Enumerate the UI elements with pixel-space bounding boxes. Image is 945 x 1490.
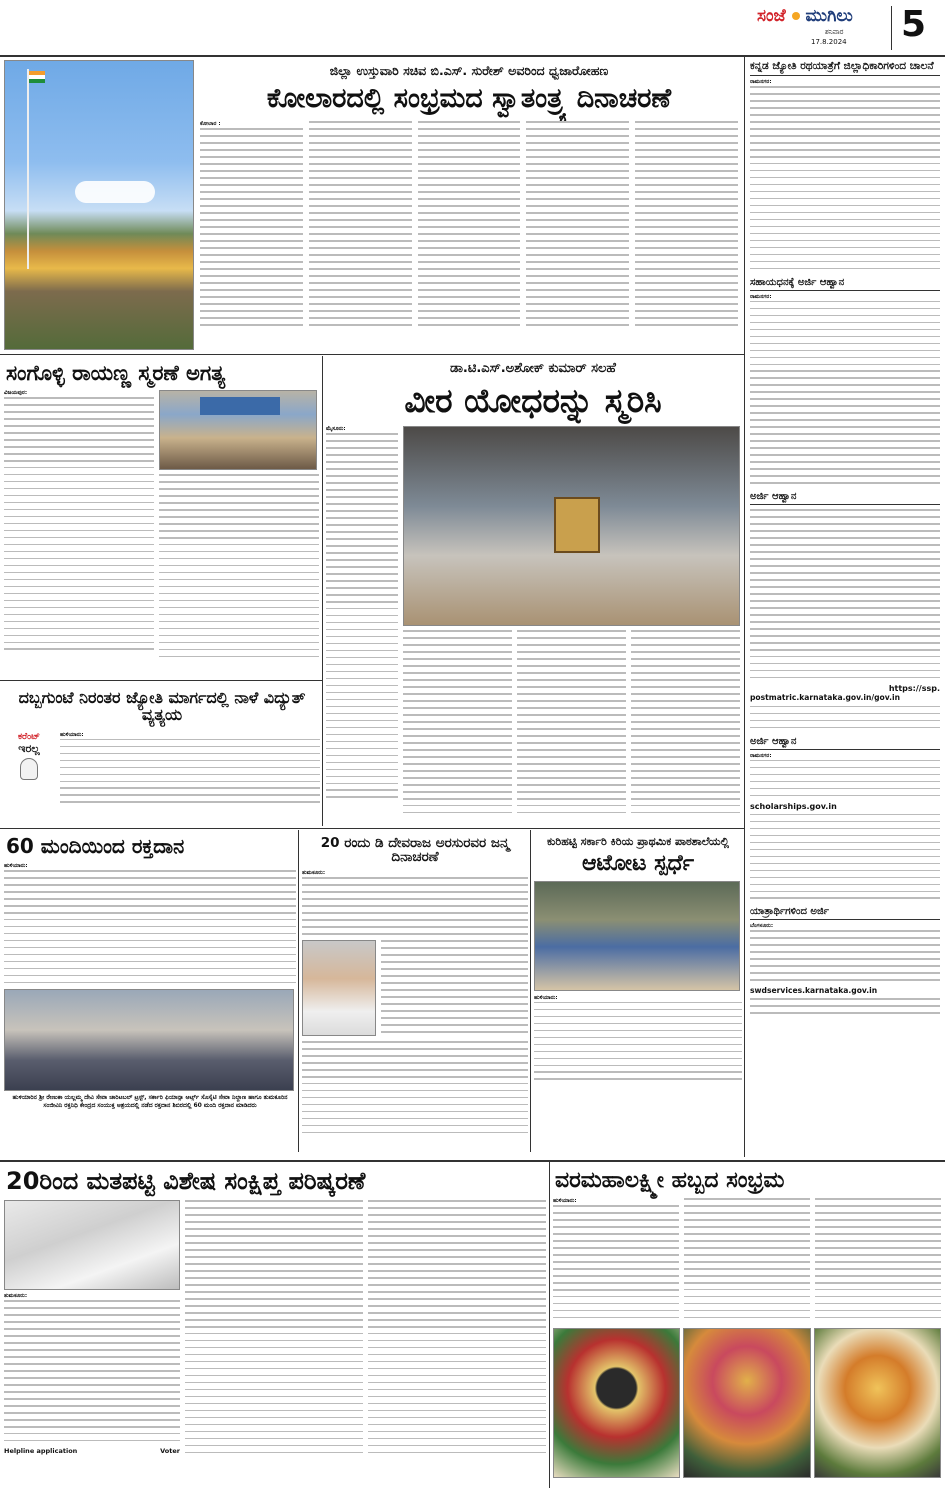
masthead-day: ಶನಿವಾರ — [825, 28, 844, 36]
varamahalakshmi-headline: ವರಮಹಾಲಕ್ಷ್ಮೀ ಹಬ್ಬದ ಸಂಭ್ರಮ — [555, 1168, 785, 1193]
revision-dateline: ತುಮಕೂರು: — [4, 1293, 28, 1300]
blood-headline: 60 ಮಂದಿಯಿಂದ ರಕ್ತದಾನ — [6, 834, 185, 858]
top-story-col5 — [635, 121, 738, 325]
veera-headline: ವೀರ ಯೋಧರನ್ನು ಸ್ಮರಿಸಿ — [404, 380, 662, 420]
revision-col2 — [185, 1200, 363, 1458]
rule-3 — [0, 828, 744, 829]
masthead-rule — [0, 55, 945, 57]
rule-v-mid — [322, 356, 323, 826]
blood-body — [4, 870, 296, 983]
veera-dateline: ಮೈಸೂರು: — [326, 426, 346, 433]
sidebar-story1-dateline: ರಾಮನಗರ: — [750, 79, 772, 86]
goddess-photo-3 — [814, 1328, 941, 1478]
revision-story — [4, 1165, 546, 1487]
sidebar-story5-tail — [750, 998, 940, 1014]
logo-sanje: ಸಂಜೆ — [757, 6, 786, 26]
devaraja-headline: 20 ರಂದು ಡಿ ದೇವರಾಜ ಅರಸುರವರ ಜನ್ಮ ದಿನಾಚರಣೆ — [320, 835, 510, 866]
bulb-icon — [20, 758, 38, 780]
revision-col1 — [4, 1300, 180, 1441]
sangolli-dateline: ವಿಜಯಪುರ: — [4, 390, 28, 397]
flag — [29, 71, 45, 83]
sidebar-story4-dateline: ರಾಮನಗರ: — [750, 752, 772, 759]
varamahalakshmi-col2 — [684, 1198, 810, 1324]
blood-dateline: ಹುಳಿಯಾರು: — [4, 863, 28, 869]
sidebar-url-ssp[interactable]: postmatric.karnataka.gov.in/gov.in — [750, 692, 900, 702]
veera-col4 — [631, 630, 740, 819]
veera-story — [326, 358, 740, 826]
sports-story — [534, 832, 742, 1152]
flag-pole — [27, 69, 29, 269]
devaraja-dateline: ತುಮಕೂರು: — [302, 870, 326, 877]
goddess-photo-1 — [553, 1328, 680, 1478]
veera-kicker: ಡಾ.ಟಿ.ಎಸ್.ಅಶೋಕ್ ಕುಮಾರ್ ಸಲಹೆ — [450, 361, 616, 376]
sidebar-story3-headline: ಅರ್ಜಿ ಆಹ್ವಾನ — [750, 489, 940, 505]
sidebar-story2-dateline: ರಾಮನಗರ: — [750, 293, 772, 300]
devaraja-body-top — [302, 877, 528, 934]
sidebar — [750, 60, 940, 1155]
rule-v-c1 — [549, 1162, 550, 1488]
portrait-frame — [554, 497, 600, 553]
veera-photo — [403, 426, 740, 626]
sports-headline: ಆಟೋಟ ಸ್ಪರ್ಧೆ — [581, 850, 695, 876]
devaraja-body-bottom — [302, 1041, 528, 1133]
blood-photo — [4, 989, 294, 1091]
rule-2 — [0, 680, 322, 681]
sidebar-story2-headline: ಸಹಾಯಧನಕ್ಕೆ ಅರ್ಜಿ ಆಹ್ವಾನ — [750, 275, 940, 291]
sidebar-story4-headline: ಅರ್ಜಿ ಆಹ್ವಾನ — [750, 734, 940, 750]
masthead — [745, 4, 941, 54]
revision-headline: 20ರಿಂದ ಮತಪಟ್ಟಿ ವಿಶೇಷ ಸಂಕ್ಷಿಪ್ತ ಪರಿಷ್ಕರಣೆ — [6, 1167, 366, 1195]
sidebar-story2-body — [750, 301, 940, 484]
revision-footer: Helpline application — [4, 1446, 78, 1455]
top-story-headline: ಕೋಲಾರದಲ್ಲಿ ಸಂಭ್ರಮದ ಸ್ವಾತಂತ್ರ್ಯ ದಿನಾಚರಣೆ — [266, 83, 672, 115]
veera-col3 — [517, 630, 626, 819]
sports-dateline: ಹುಳಿಯಾರು: — [534, 994, 558, 1001]
rule-v-b1 — [298, 830, 299, 1152]
masthead-date: 17.8.2024 — [811, 38, 847, 46]
sports-kicker: ಕುರಿಹಟ್ಟಿ ಸರ್ಕಾರಿ ಕಿರಿಯ ಪ್ರಾಥಮಿಕ ಪಾಠಶಾಲೆಯಲ್ಲಿ — [546, 835, 730, 848]
power-body — [60, 739, 320, 803]
revision-voter: Voter — [160, 1446, 180, 1455]
rule-1 — [0, 354, 744, 355]
sidebar-url-scholarships[interactable]: scholarships.gov.in — [750, 801, 837, 811]
blood-story — [4, 832, 296, 1152]
devaraja-body-side — [381, 940, 528, 1038]
devaraja-portrait — [302, 940, 376, 1036]
sangolli-col1 — [4, 397, 154, 650]
power-badge-bottom: ಇರಲ್ಲ — [18, 741, 40, 755]
varamahalakshmi-col1 — [553, 1205, 679, 1318]
top-story-kicker: ಜಿಲ್ಲಾ ಉಸ್ತುವಾರಿ ಸಚಿವ ಬಿ.ಎಸ್. ಸುರೇಶ್ ಅವರಿಂದ ಧ್ವಜಾರೋಹಣ — [329, 63, 609, 78]
rule-v-b2 — [530, 830, 531, 1152]
sidebar-story1-headline: ಕನ್ನಡ ಜ್ಯೋತಿ ರಥಯಾತ್ರೆಗೆ ಜಿಲ್ಲಾಧಿಕಾರಿಗಳಿಂದ ಚಾಲನೆ — [750, 60, 940, 76]
sidebar-story1-body — [750, 86, 940, 269]
goddess-photo-2 — [683, 1328, 810, 1478]
sports-body — [534, 1002, 742, 1080]
sidebar-story3-tail — [750, 706, 940, 729]
power-story — [4, 684, 320, 826]
sidebar-story5-dateline: ಬೆಂಗಳೂರು: — [750, 923, 774, 930]
blood-caption: ಹುಳಿಯಾರಿನ ಶ್ರೀ ರೇಣುಕಾ ಯಲ್ಲಮ್ಮ ದೇವಿ ಸೇವಾ ಚಾರಿಟಬಲ್ ಟ್ರಸ್ಟ್, ಸರ್ಕಾರಿ ಫಿಯಾನ್ಸಾ ಆರ್ಟ್ಸ್ ಸೊಸೈಟಿ ಸೇವಾ ನಿಲ್ದಾಣ ಹಾಗೂ ತುಮಕೂರಿನ ಸಂಜೀವಿನಿ ರಕ್ತನಿಧಿ ಕೇಂದ್ರದ ಸಂಯುಕ್ತ ಆಶ್ರಯದಲ್ಲಿ ನಡೆದ ರಕ್ತದಾನ ಶಿಬಿರದಲ್ಲಿ 60 ಮಂದಿ ರಕ್ತದಾನ ಮಾಡಿದರು — [12, 1093, 288, 1110]
sidebar-url-https[interactable]: https://ssp. — [888, 683, 940, 693]
sports-photo — [534, 881, 740, 991]
sangolli-photo — [159, 390, 317, 470]
top-story-dateline: ಕೋಲಾರ : — [200, 121, 221, 128]
varamahalakshmi-col3 — [815, 1198, 941, 1324]
sidebar-story4-body — [750, 760, 940, 797]
sangolli-story — [4, 358, 320, 676]
top-story-col2 — [309, 121, 412, 325]
sidebar-url-swd[interactable]: swdservices.karnataka.gov.in — [750, 986, 878, 996]
top-story-col1 — [200, 128, 303, 325]
power-badge-top: ಕರೆಂಟ್ — [18, 731, 40, 742]
sidebar-story5-headline: ಯಾತ್ರಾರ್ಥಿಗಳಿಂದ ಅರ್ಜಿ — [750, 904, 940, 920]
veera-col2 — [403, 630, 512, 819]
no-power-badge — [4, 732, 54, 790]
page-number: 5 — [901, 4, 927, 45]
varamahalakshmi-story — [553, 1165, 941, 1487]
top-story-col3 — [418, 121, 521, 325]
sangolli-headline: ಸಂಗೊಳ್ಳಿ ರಾಯಣ್ಣ ಸ್ಮರಣೆ ಅಗತ್ಯ — [6, 361, 226, 385]
power-headline: ದಬ್ಬಗುಂಟೆ ನಿರಂತರ ಜ್ಯೋತಿ ಮಾರ್ಗದಲ್ಲಿ ನಾಳೆ ವಿದ್ಯುತ್ ವ್ಯತ್ಯಯ — [18, 688, 306, 724]
revision-photo — [4, 1200, 180, 1290]
top-story — [196, 60, 742, 352]
top-story-col4 — [526, 121, 629, 325]
sun-icon — [792, 12, 800, 20]
revision-col3 — [368, 1200, 546, 1458]
veera-col1 — [326, 433, 398, 798]
masthead-logo — [757, 6, 853, 26]
sidebar-story5-body — [750, 930, 940, 980]
devaraja-story — [302, 832, 528, 1152]
varamahalakshmi-dateline: ಹುಳಿಯಾರು: — [553, 1198, 577, 1205]
sidebar-story4-tail — [750, 814, 940, 899]
rule-4 — [0, 1160, 945, 1162]
sidebar-story3-body — [750, 509, 940, 678]
banner — [200, 397, 280, 415]
sangolli-col2 — [159, 474, 319, 657]
flag-hoisting-photo — [4, 60, 194, 350]
sidebar-divider — [744, 57, 745, 1157]
cloud — [75, 181, 155, 203]
masthead-divider — [891, 6, 892, 50]
logo-mugilu: ಮುಗಿಲು — [805, 6, 853, 26]
power-dateline: ಹುಳಿಯಾರು: — [60, 731, 84, 738]
